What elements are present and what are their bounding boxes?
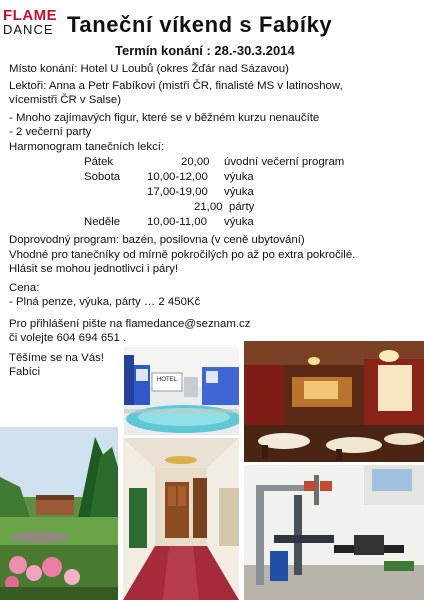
logo-line-2: DANCE [3,22,54,37]
page-title: Taneční víkend s Fabíky [67,12,333,37]
schedule-day: Pátek [84,156,114,168]
schedule-day: Neděle [84,216,121,228]
photo-garden [0,427,118,600]
hotel-sign-text: HOTEL [157,377,178,383]
schedule-activity: úvodní večerní program [224,156,345,168]
schedule-activity: párty [229,201,255,213]
flame-dance-logo [3,8,57,38]
price-heading: Cena: [9,282,40,294]
schedule-time: 20,00 [181,156,210,168]
suitable-line-2: Hlásit se mohou jednotlivci i páry! [9,263,179,275]
photo-gym [244,465,424,600]
schedule-day: Sobota [84,171,121,183]
schedule-activity: výuka [224,171,254,183]
lectors-line-2: vícemistři ČR v Salse) [9,94,122,106]
schedule-time: 10,00-12,00 [147,171,208,183]
contact-phone-line: či volejte 604 694 651 . [9,332,127,344]
lectors-line-1: Lektoři: Anna a Petr Fabíkovi (mistři ČR, finalisté MS v latinoshow, [9,80,343,92]
schedule-activity: výuka [224,216,254,228]
venue-text: Místo konání: Hotel U Loubů (okres Žďár nad Sázavou) [9,63,289,75]
schedule-heading: Harmonogram tanečních lekcí: [9,141,165,153]
schedule-time: 21,00 [194,201,223,213]
schedule-time: 10,00-11,00 [147,216,207,228]
contact-email-line: Pro přihlášení pište na flamedance@seznam.cz [9,318,251,330]
photo-corridor [123,438,239,600]
bullet-figures: - Mnoho zajímavých figur, které se v běžném kurzu nenaučíte [9,112,320,124]
suitable-line-1: Vhodné pro tanečníky od mírně pokročilých po až po extra pokročilé. [9,249,356,261]
closing-greeting: Těšíme se na Vás! [9,352,104,364]
bullet-parties: - 2 večerní party [9,126,92,138]
event-date: Termín konání : 28.-30.3.2014 [115,43,295,58]
schedule-activity: výuka [224,186,254,198]
price-line: - Plná penze, výuka, párty … 2 450Kč [9,296,201,308]
logo-line-1: FLAME [3,7,58,24]
extra-program: Doprovodný program: bazén, posilovna (v ceně ubytování) [9,234,305,246]
photo-pool [124,347,239,435]
closing-signature: Fabíci [9,366,41,378]
photo-restaurant [244,341,424,462]
schedule-time: 17,00-19,00 [147,186,208,198]
